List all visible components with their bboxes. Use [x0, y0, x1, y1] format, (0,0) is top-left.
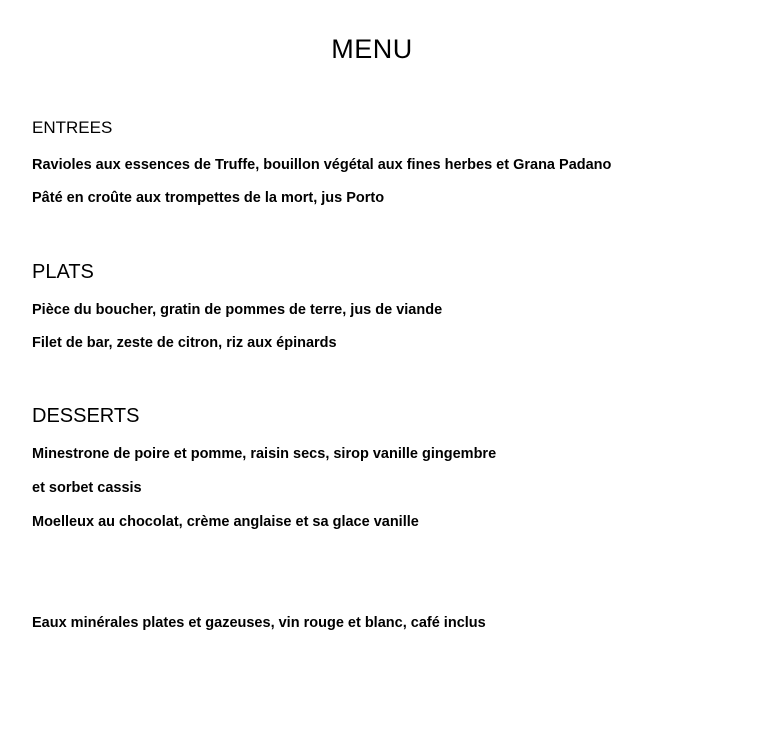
drinks-note: Eaux minérales plates et gazeuses, vin rouge et blanc, café inclus — [32, 615, 486, 631]
menu-item: Moelleux au chocolat, crème anglaise et sa glace vanille — [32, 514, 419, 530]
menu-item: Ravioles aux essences de Truffe, bouillon végétal aux fines herbes et Grana Padano — [32, 157, 612, 173]
section-heading-desserts: DESSERTS — [32, 405, 140, 427]
section-heading-entrees: ENTREES — [32, 118, 113, 137]
menu-item: Filet de bar, zeste de citron, riz aux épinards — [32, 335, 337, 351]
menu-item: Pièce du boucher, gratin de pommes de terre, jus de viande — [32, 302, 443, 318]
menu-item: et sorbet cassis — [32, 480, 142, 496]
menu-title: MENU — [331, 34, 413, 64]
section-heading-plats: PLATS — [32, 261, 94, 283]
menu-item: Pâté en croûte aux trompettes de la mort, jus Porto — [32, 190, 385, 206]
menu-item: Minestrone de poire et pomme, raisin secs, sirop vanille gingembre — [32, 446, 497, 462]
